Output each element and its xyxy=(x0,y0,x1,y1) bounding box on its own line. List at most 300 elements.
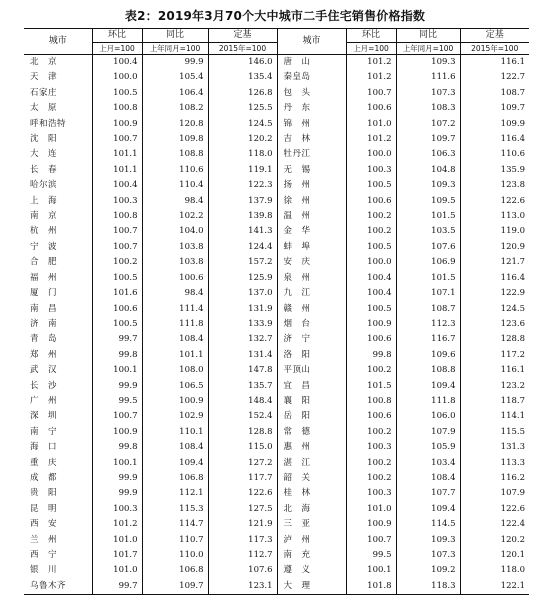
fixed-cell: 135.4 xyxy=(208,70,277,85)
yoy-cell: 111.8 xyxy=(142,317,208,332)
mom-cell: 100.0 xyxy=(346,147,396,162)
table-row xyxy=(24,548,529,563)
table-row xyxy=(24,563,529,578)
yoy-cell: 103.4 xyxy=(396,456,460,471)
yoy-cell: 109.4 xyxy=(142,456,208,471)
city-cell: 北 京 xyxy=(30,57,58,67)
city-cell: 无 锡 xyxy=(277,163,346,178)
yoy-cell: 108.3 xyxy=(396,101,460,116)
yoy-cell: 114.5 xyxy=(396,517,460,532)
mom-cell: 100.6 xyxy=(346,332,396,347)
yoy-cell: 107.3 xyxy=(396,548,460,563)
yoy-cell: 110.4 xyxy=(142,178,208,193)
mom-cell: 101.2 xyxy=(346,70,396,85)
mom-cell: 100.6 xyxy=(92,302,142,317)
mom-cell: 100.7 xyxy=(346,533,396,548)
table-row xyxy=(24,240,529,255)
header-fixed-right: 定基 xyxy=(460,29,529,43)
city-cell: 海 口 xyxy=(30,442,58,453)
fixed-cell: 120.2 xyxy=(208,132,277,147)
city-cell: 乌鲁木齐 xyxy=(24,579,92,595)
city-cell: 泉 州 xyxy=(277,271,346,286)
city-cell: 沈 阳 xyxy=(30,134,58,145)
mom-cell: 100.6 xyxy=(346,194,396,209)
mom-cell: 100.6 xyxy=(346,409,396,424)
city-cell: 唐 山 xyxy=(277,55,346,71)
fixed-cell: 128.8 xyxy=(208,425,277,440)
mom-cell: 101.0 xyxy=(346,502,396,517)
mom-cell: 101.0 xyxy=(92,563,142,578)
fixed-cell: 141.3 xyxy=(208,224,277,239)
city-cell: 贵 阳 xyxy=(30,488,58,499)
mom-cell: 100.0 xyxy=(92,70,142,85)
fixed-cell: 114.1 xyxy=(460,409,529,424)
yoy-cell: 111.8 xyxy=(396,394,460,409)
mom-cell: 100.3 xyxy=(346,486,396,501)
table-row xyxy=(24,55,529,71)
yoy-cell: 100.6 xyxy=(142,271,208,286)
table-row xyxy=(24,178,529,193)
mom-cell: 100.8 xyxy=(92,209,142,224)
mom-cell: 100.8 xyxy=(92,101,142,116)
city-cell: 湛 江 xyxy=(277,456,346,471)
yoy-cell: 103.8 xyxy=(142,240,208,255)
yoy-cell: 105.4 xyxy=(142,70,208,85)
mom-cell: 100.8 xyxy=(346,394,396,409)
fixed-cell: 121.9 xyxy=(208,517,277,532)
fixed-cell: 139.8 xyxy=(208,209,277,224)
city-cell: 兰 州 xyxy=(30,534,58,545)
yoy-cell: 110.6 xyxy=(142,163,208,178)
table-row xyxy=(24,132,529,147)
mom-cell: 101.5 xyxy=(346,379,396,394)
yoy-cell: 107.3 xyxy=(396,86,460,101)
fixed-cell: 122.1 xyxy=(460,579,529,595)
yoy-cell: 107.1 xyxy=(396,286,460,301)
city-cell: 大 连 xyxy=(30,149,58,160)
city-cell: 宁 波 xyxy=(30,241,58,252)
fixed-cell: 123.6 xyxy=(460,317,529,332)
yoy-cell: 105.9 xyxy=(396,440,460,455)
fixed-cell: 120.2 xyxy=(460,533,529,548)
city-cell: 三 亚 xyxy=(277,517,346,532)
fixed-cell: 115.5 xyxy=(460,425,529,440)
yoy-cell: 109.7 xyxy=(142,579,208,595)
yoy-cell: 104.8 xyxy=(396,163,460,178)
mom-cell: 100.1 xyxy=(92,456,142,471)
city-cell: 成 都 xyxy=(30,472,58,483)
city-cell: 韶 关 xyxy=(277,471,346,486)
mom-cell: 100.5 xyxy=(92,317,142,332)
mom-cell: 99.7 xyxy=(92,332,142,347)
fixed-cell: 108.7 xyxy=(460,86,529,101)
yoy-cell: 110.1 xyxy=(142,425,208,440)
fixed-cell: 147.8 xyxy=(208,363,277,378)
table-row xyxy=(24,409,529,424)
yoy-cell: 107.2 xyxy=(396,117,460,132)
fixed-cell: 122.7 xyxy=(460,70,529,85)
fixed-cell: 119.0 xyxy=(460,224,529,239)
yoy-cell: 110.0 xyxy=(142,548,208,563)
yoy-cell: 107.9 xyxy=(396,425,460,440)
city-cell: 秦皇岛 xyxy=(277,70,346,85)
table-row xyxy=(24,486,529,501)
city-cell: 太 原 xyxy=(30,103,58,114)
header-city-left: 城市 xyxy=(24,29,92,55)
mom-cell: 101.0 xyxy=(346,117,396,132)
price-index-table xyxy=(24,28,529,595)
fixed-cell: 122.4 xyxy=(460,517,529,532)
header-city-right: 城市 xyxy=(277,29,346,55)
fixed-cell: 109.9 xyxy=(460,117,529,132)
yoy-cell: 103.5 xyxy=(396,224,460,239)
city-cell: 杭 州 xyxy=(30,226,58,237)
city-cell: 金 华 xyxy=(277,224,346,239)
mom-cell: 100.2 xyxy=(346,363,396,378)
header-mom-right: 环比 xyxy=(346,29,396,43)
mom-cell: 100.9 xyxy=(92,117,142,132)
city-cell: 北 海 xyxy=(277,502,346,517)
yoy-cell: 109.2 xyxy=(396,563,460,578)
table-row xyxy=(24,70,529,85)
fixed-cell: 117.2 xyxy=(460,348,529,363)
city-cell: 郑 州 xyxy=(30,349,58,360)
fixed-cell: 123.2 xyxy=(460,379,529,394)
mom-cell: 101.0 xyxy=(92,533,142,548)
yoy-cell: 106.9 xyxy=(396,255,460,270)
fixed-cell: 116.2 xyxy=(460,471,529,486)
fixed-cell: 123.1 xyxy=(208,579,277,595)
mom-cell: 99.8 xyxy=(92,348,142,363)
yoy-cell: 106.4 xyxy=(142,86,208,101)
yoy-cell: 107.6 xyxy=(396,240,460,255)
yoy-cell: 101.5 xyxy=(396,271,460,286)
yoy-cell: 109.4 xyxy=(396,502,460,517)
mom-cell: 99.9 xyxy=(92,486,142,501)
fixed-cell: 135.7 xyxy=(208,379,277,394)
yoy-cell: 118.3 xyxy=(396,579,460,595)
yoy-cell: 115.3 xyxy=(142,502,208,517)
city-cell: 锦 州 xyxy=(277,117,346,132)
table-row xyxy=(24,517,529,532)
city-cell: 蚌 埠 xyxy=(277,240,346,255)
yoy-cell: 108.8 xyxy=(396,363,460,378)
city-cell: 赣 州 xyxy=(277,302,346,317)
yoy-cell: 102.9 xyxy=(142,409,208,424)
fixed-cell: 124.4 xyxy=(208,240,277,255)
fixed-cell: 123.8 xyxy=(460,178,529,193)
city-cell: 南 昌 xyxy=(30,303,58,314)
fixed-cell: 135.9 xyxy=(460,163,529,178)
fixed-cell: 131.9 xyxy=(208,302,277,317)
city-cell: 大 理 xyxy=(277,579,346,595)
fixed-cell: 107.6 xyxy=(208,563,277,578)
mom-cell: 100.2 xyxy=(346,425,396,440)
mom-cell: 100.5 xyxy=(92,86,142,101)
fixed-cell: 107.9 xyxy=(460,486,529,501)
fixed-cell: 124.5 xyxy=(460,302,529,317)
yoy-cell: 108.7 xyxy=(396,302,460,317)
header-base-row xyxy=(24,43,529,55)
fixed-cell: 131.4 xyxy=(208,348,277,363)
fixed-cell: 112.7 xyxy=(208,548,277,563)
yoy-cell: 104.0 xyxy=(142,224,208,239)
header-row xyxy=(24,29,529,43)
yoy-cell: 109.6 xyxy=(396,348,460,363)
fixed-cell: 127.5 xyxy=(208,502,277,517)
city-cell: 惠 州 xyxy=(277,440,346,455)
mom-cell: 100.2 xyxy=(346,456,396,471)
yoy-cell: 103.8 xyxy=(142,255,208,270)
yoy-cell: 109.3 xyxy=(396,533,460,548)
table-row xyxy=(24,379,529,394)
mom-cell: 100.9 xyxy=(346,317,396,332)
city-cell: 包 头 xyxy=(277,86,346,101)
mom-cell: 100.3 xyxy=(346,163,396,178)
mom-cell: 100.2 xyxy=(92,255,142,270)
mom-cell: 100.9 xyxy=(346,517,396,532)
mom-cell: 100.7 xyxy=(92,132,142,147)
yoy-cell: 108.4 xyxy=(396,471,460,486)
fixed-cell: 133.9 xyxy=(208,317,277,332)
fixed-cell: 127.2 xyxy=(208,456,277,471)
header-yoy-base-left: 上年同月=100 xyxy=(142,43,208,55)
city-cell: 泸 州 xyxy=(277,533,346,548)
header-yoy-left: 同比 xyxy=(142,29,208,43)
city-cell: 桂 林 xyxy=(277,486,346,501)
mom-cell: 100.6 xyxy=(346,101,396,116)
yoy-cell: 107.7 xyxy=(396,486,460,501)
table-row xyxy=(24,255,529,270)
mom-cell: 100.9 xyxy=(92,425,142,440)
mom-cell: 100.4 xyxy=(346,271,396,286)
fixed-cell: 120.1 xyxy=(460,548,529,563)
mom-cell: 100.7 xyxy=(346,86,396,101)
mom-cell: 101.8 xyxy=(346,579,396,595)
yoy-cell: 109.3 xyxy=(396,55,460,71)
fixed-cell: 116.1 xyxy=(460,55,529,71)
yoy-cell: 106.8 xyxy=(142,563,208,578)
fixed-cell: 131.3 xyxy=(460,440,529,455)
mom-cell: 101.2 xyxy=(346,132,396,147)
fixed-cell: 118.0 xyxy=(208,147,277,162)
mom-cell: 99.8 xyxy=(346,348,396,363)
fixed-cell: 122.6 xyxy=(208,486,277,501)
city-cell: 昆 明 xyxy=(30,503,58,514)
city-cell: 天 津 xyxy=(30,72,58,83)
yoy-cell: 101.1 xyxy=(142,348,208,363)
mom-cell: 99.7 xyxy=(92,579,142,595)
fixed-cell: 116.1 xyxy=(460,363,529,378)
fixed-cell: 121.7 xyxy=(460,255,529,270)
mom-cell: 99.5 xyxy=(92,394,142,409)
fixed-cell: 115.0 xyxy=(208,440,277,455)
mom-cell: 100.5 xyxy=(346,178,396,193)
yoy-cell: 101.5 xyxy=(396,209,460,224)
city-cell: 呼和浩特 xyxy=(30,118,67,129)
table-row xyxy=(24,425,529,440)
city-cell: 扬 州 xyxy=(277,178,346,193)
mom-cell: 101.7 xyxy=(92,548,142,563)
mom-cell: 100.0 xyxy=(346,255,396,270)
yoy-cell: 98.4 xyxy=(142,194,208,209)
table-row xyxy=(24,579,529,595)
header-mom-base-left: 上月=100 xyxy=(92,43,142,55)
mom-cell: 100.1 xyxy=(346,563,396,578)
table-row xyxy=(24,286,529,301)
table-row xyxy=(24,363,529,378)
yoy-cell: 120.8 xyxy=(142,117,208,132)
mom-cell: 101.1 xyxy=(92,147,142,162)
city-cell: 哈尔滨 xyxy=(30,180,58,191)
table-row xyxy=(24,224,529,239)
mom-cell: 99.9 xyxy=(92,471,142,486)
yoy-cell: 98.4 xyxy=(142,286,208,301)
fixed-cell: 124.5 xyxy=(208,117,277,132)
fixed-cell: 152.4 xyxy=(208,409,277,424)
city-cell: 福 州 xyxy=(30,272,58,283)
mom-cell: 100.7 xyxy=(92,224,142,239)
fixed-cell: 137.9 xyxy=(208,194,277,209)
table-row xyxy=(24,456,529,471)
city-cell: 深 圳 xyxy=(30,411,58,422)
yoy-cell: 111.4 xyxy=(142,302,208,317)
mom-cell: 100.1 xyxy=(92,363,142,378)
city-cell: 九 江 xyxy=(277,286,346,301)
city-cell: 常 德 xyxy=(277,425,346,440)
city-cell: 平顶山 xyxy=(277,363,346,378)
mom-cell: 101.1 xyxy=(92,163,142,178)
header-mom-base-right: 上月=100 xyxy=(346,43,396,55)
yoy-cell: 111.6 xyxy=(396,70,460,85)
fixed-cell: 117.3 xyxy=(208,533,277,548)
fixed-cell: 120.9 xyxy=(460,240,529,255)
header-mom-left: 环比 xyxy=(92,29,142,43)
city-cell: 青 岛 xyxy=(30,334,58,345)
mom-cell: 100.3 xyxy=(92,502,142,517)
city-cell: 西 安 xyxy=(30,519,58,530)
city-cell: 丹 东 xyxy=(277,101,346,116)
city-cell: 牡丹江 xyxy=(277,147,346,162)
yoy-cell: 102.2 xyxy=(142,209,208,224)
fixed-cell: 113.0 xyxy=(460,209,529,224)
table-row xyxy=(24,533,529,548)
city-cell: 南 充 xyxy=(277,548,346,563)
table-row xyxy=(24,394,529,409)
mom-cell: 100.5 xyxy=(346,240,396,255)
city-cell: 济 宁 xyxy=(277,332,346,347)
yoy-cell: 109.8 xyxy=(142,132,208,147)
mom-cell: 100.3 xyxy=(92,194,142,209)
table-row xyxy=(24,317,529,332)
mom-cell: 100.2 xyxy=(346,224,396,239)
fixed-cell: 125.5 xyxy=(208,101,277,116)
table-row xyxy=(24,117,529,132)
city-cell: 厦 门 xyxy=(30,288,58,299)
yoy-cell: 108.0 xyxy=(142,363,208,378)
city-cell: 遵 义 xyxy=(277,563,346,578)
table-row xyxy=(24,348,529,363)
mom-cell: 101.6 xyxy=(92,286,142,301)
fixed-cell: 109.7 xyxy=(460,101,529,116)
mom-cell: 99.9 xyxy=(92,379,142,394)
yoy-cell: 109.7 xyxy=(396,132,460,147)
fixed-cell: 126.8 xyxy=(208,86,277,101)
city-cell: 广 州 xyxy=(30,395,58,406)
fixed-cell: 122.3 xyxy=(208,178,277,193)
yoy-cell: 108.2 xyxy=(142,101,208,116)
yoy-cell: 109.5 xyxy=(396,194,460,209)
fixed-cell: 119.1 xyxy=(208,163,277,178)
fixed-cell: 128.8 xyxy=(460,332,529,347)
mom-cell: 100.7 xyxy=(92,409,142,424)
city-cell: 上 海 xyxy=(30,195,58,206)
yoy-cell: 109.3 xyxy=(396,178,460,193)
table-row xyxy=(24,194,529,209)
header-yoy-right: 同比 xyxy=(396,29,460,43)
yoy-cell: 109.4 xyxy=(396,379,460,394)
yoy-cell: 106.0 xyxy=(396,409,460,424)
table-row xyxy=(24,101,529,116)
header-fixed-left: 定基 xyxy=(208,29,277,43)
yoy-cell: 100.9 xyxy=(142,394,208,409)
city-cell: 南 京 xyxy=(30,211,58,222)
city-cell: 合 肥 xyxy=(30,257,58,268)
mom-cell: 100.2 xyxy=(346,209,396,224)
yoy-cell: 110.7 xyxy=(142,533,208,548)
fixed-cell: 125.9 xyxy=(208,271,277,286)
fixed-cell: 113.3 xyxy=(460,456,529,471)
mom-cell: 100.3 xyxy=(346,440,396,455)
fixed-cell: 110.6 xyxy=(460,147,529,162)
fixed-cell: 157.2 xyxy=(208,255,277,270)
fixed-cell: 148.4 xyxy=(208,394,277,409)
city-cell: 长 沙 xyxy=(30,380,58,391)
table-row xyxy=(24,163,529,178)
mom-cell: 100.5 xyxy=(346,302,396,317)
city-cell: 南 宁 xyxy=(30,426,58,437)
header-fixed-base-right: 2015年=100 xyxy=(460,43,529,55)
yoy-cell: 106.8 xyxy=(142,471,208,486)
city-cell: 吉 林 xyxy=(277,132,346,147)
table-row xyxy=(24,271,529,286)
table-row xyxy=(24,302,529,317)
fixed-cell: 122.6 xyxy=(460,194,529,209)
table-title: 表2：2019年3月70个大中城市二手住宅销售价格指数 xyxy=(124,9,426,23)
city-cell: 岳 阳 xyxy=(277,409,346,424)
city-cell: 长 春 xyxy=(30,164,58,175)
fixed-cell: 118.0 xyxy=(460,563,529,578)
yoy-cell: 106.3 xyxy=(396,147,460,162)
fixed-cell: 132.7 xyxy=(208,332,277,347)
table-row xyxy=(24,502,529,517)
yoy-cell: 108.4 xyxy=(142,332,208,347)
header-fixed-base-left: 2015年=100 xyxy=(208,43,277,55)
fixed-cell: 122.6 xyxy=(460,502,529,517)
table-row xyxy=(24,86,529,101)
city-cell: 安 庆 xyxy=(277,255,346,270)
mom-cell: 99.8 xyxy=(92,440,142,455)
mom-cell: 100.4 xyxy=(92,178,142,193)
mom-cell: 100.2 xyxy=(346,471,396,486)
mom-cell: 101.2 xyxy=(92,517,142,532)
yoy-cell: 106.5 xyxy=(142,379,208,394)
table-row xyxy=(24,332,529,347)
city-cell: 温 州 xyxy=(277,209,346,224)
table-row xyxy=(24,440,529,455)
city-cell: 济 南 xyxy=(30,318,58,329)
mom-cell: 100.5 xyxy=(92,271,142,286)
